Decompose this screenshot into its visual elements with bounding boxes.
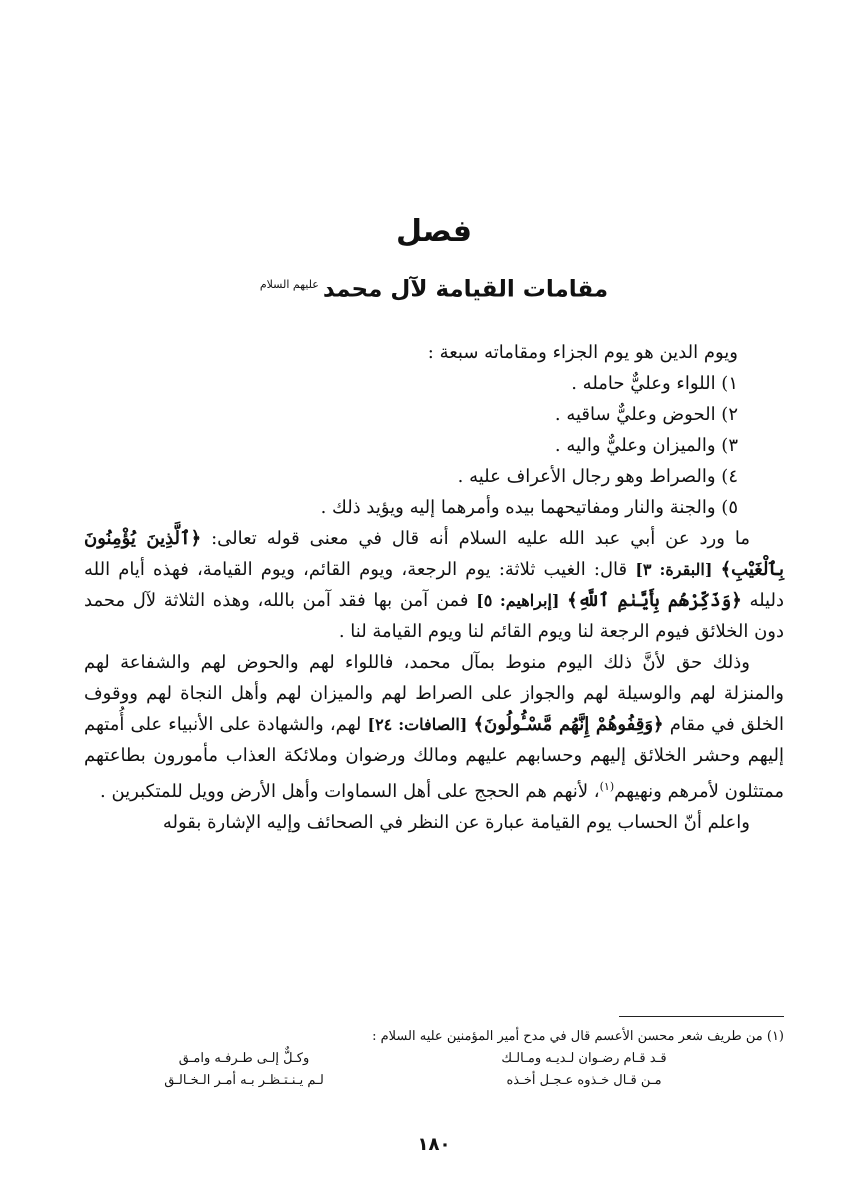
rights-text-2: لهم، والشهادة على الأنبياء على أُمتهم إليهم وحشر الخلائق إليهم وحسابهم عليهم ومالك ورضوان وملائكة العذاب مأمورون بطاعتهم ممتثلون لأمرهم ونهيهم — [84, 714, 784, 802]
verse-reference-3: [الصافات: ٢٤] — [367, 715, 468, 734]
intro-line: ويوم الدين هو يوم الجزاء ومقاماته سبعة : — [427, 342, 738, 363]
station-item-3: ٣) والميزان وعليٌّ واليه . — [554, 435, 738, 456]
station-item-5: ٥) والجنة والنار ومفاتيحهما بيده وأمرهما إليه ويؤيد ذلك . — [320, 497, 738, 518]
verse-2-first-hemistich: مـن قـال خـذوه عـجـل أخـذه — [506, 1073, 662, 1088]
footnote-divider — [619, 1016, 784, 1017]
quran-verse-2: ﴿وَذَكِّرْهُم بِأَيَّىٰمِ ٱللَّهِ﴾ — [567, 590, 742, 611]
footnote-intro-line — [84, 1026, 784, 1048]
station-item-4: ٤) والصراط وهو رجال الأعراف عليه . — [457, 466, 738, 487]
honorific-glyph: عليهم السلام — [259, 278, 319, 291]
verse-reference-1: [البقرة: ٣] — [635, 560, 713, 579]
paragraph-rights — [84, 647, 784, 807]
verse-1-second-hemistich: وكـلٌّ إلـى طـرفـه وامـق — [178, 1051, 310, 1066]
body-text — [84, 337, 784, 838]
narration-text-2: قال: الغيب ثلاثة: يوم الرجعة، ويوم القائم، ويوم القيامة، فهذه أيام الله دليله — [84, 559, 784, 611]
verse-reference-2: [إبراهيم: ٥] — [476, 591, 560, 610]
verse-1-first-hemistich: قـد قـام رضـوان لـديـه ومـالـك — [501, 1051, 667, 1066]
page-number: ١٨٠ — [417, 1134, 451, 1155]
footnote-intro: من طريف شعر محسن الأعسم قال في مدح أمير المؤمنين عليه السلام : — [372, 1029, 763, 1044]
narration-text-3: فمن آمن بها فقد آمن بالله، وهذه الثلاثة لآل محمد دون الخلائق فيوم الرجعة لنا ويوم القائم لنا ويوم القيامة لنا . — [84, 590, 784, 642]
footnote — [84, 1026, 784, 1092]
narration-text-1: ما ورد عن أبي عبد الله عليه السلام أنه قال في معنى قوله تعالى: — [211, 528, 750, 549]
verse-2-second-hemistich: لـم يـنـتـظـر بـه أمـر الـخـالـق — [164, 1073, 324, 1088]
rights-text-3: ، لأنهم هم الحجج على أهل السماوات وأهل الأرض وويل للمتكبرين . — [100, 781, 600, 802]
paragraph-narration — [84, 523, 784, 647]
quran-verse-1: ﴿ٱلَّذِينَ يُؤْمِنُونَ بِٱلْغَيْبِ﴾ — [84, 528, 784, 580]
chapter-subtitle-text: مقامات القيامة لآل محمد — [322, 276, 609, 303]
chapter-title: فصل — [396, 214, 472, 249]
book-page — [84, 0, 784, 1186]
poem-verse-1 — [84, 1048, 784, 1070]
station-item-1: ١) اللواء وعليٌّ حامله . — [571, 373, 738, 394]
footnote-marker: (١) — [599, 780, 615, 793]
poem-verse-2 — [84, 1070, 784, 1092]
rights-text-1: وذلك حق لأنَّ ذلك اليوم منوط بمآل محمد، فاللواء لهم والحوض لهم والشفاعة لهم والمنزلة لهم والوسيلة لهم والجواز على الصراط لهم والميزان لهم وأهل النجاة لهم ووقوف الخلق في مقام — [84, 652, 784, 735]
paragraph-reckoning: واعلم أنّ الحساب يوم القيامة عبارة عن النظر في الصحائف وإليه الإشارة بقوله — [162, 812, 750, 833]
station-item-2: ٢) الحوض وعليٌّ ساقيه . — [554, 404, 738, 425]
quran-verse-3: ﴿وَقِفُوهُمْ إِنَّهُم مَّسْـُٔولُونَ﴾ — [473, 714, 664, 735]
chapter-subtitle — [84, 268, 784, 307]
footnote-number: (١) — [766, 1029, 784, 1044]
